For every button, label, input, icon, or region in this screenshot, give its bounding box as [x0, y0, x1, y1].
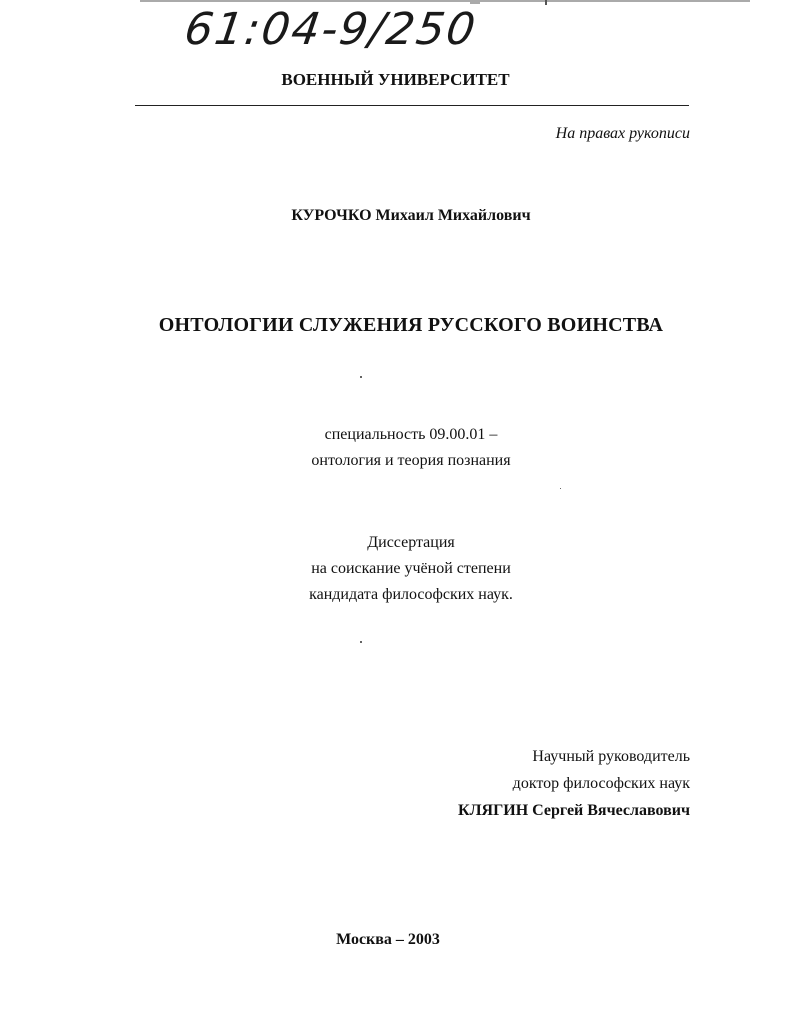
supervisor-block [458, 743, 690, 824]
specialty-block [0, 422, 791, 474]
supervisor-role: Научный руководитель [532, 748, 690, 765]
dissertation-title: ОНТОЛОГИИ СЛУЖЕНИЯ РУССКОГО ВОИНСТВА [158, 314, 664, 336]
university-name: ВОЕННЫЙ УНИВЕРСИТЕТ [281, 70, 510, 89]
scan-speck [360, 641, 362, 643]
supervisor-name: КЛЯГИН Сергей Вячеславович [457, 802, 690, 819]
header-divider [135, 105, 689, 106]
dissertation-label: Диссертация [367, 534, 455, 551]
specialty-code: специальность 09.00.01 – [324, 426, 498, 443]
scan-speck [560, 488, 561, 489]
dissertation-block [0, 530, 791, 608]
city-year: Москва – 2003 [336, 931, 440, 948]
degree-purpose: на соискание учёной степени [311, 560, 511, 577]
rights-note: На правах рукописи [555, 125, 690, 142]
specialty-name: онтология и теория познания [311, 452, 511, 469]
supervisor-degree: доктор философских наук [512, 775, 690, 792]
author-name: КУРОЧКО Михаил Михайлович [291, 207, 531, 224]
scan-speck [360, 376, 362, 378]
handwritten-catalog-code: 61:04-9/250 [181, 4, 481, 55]
degree-name: кандидата философских наук. [309, 586, 513, 603]
